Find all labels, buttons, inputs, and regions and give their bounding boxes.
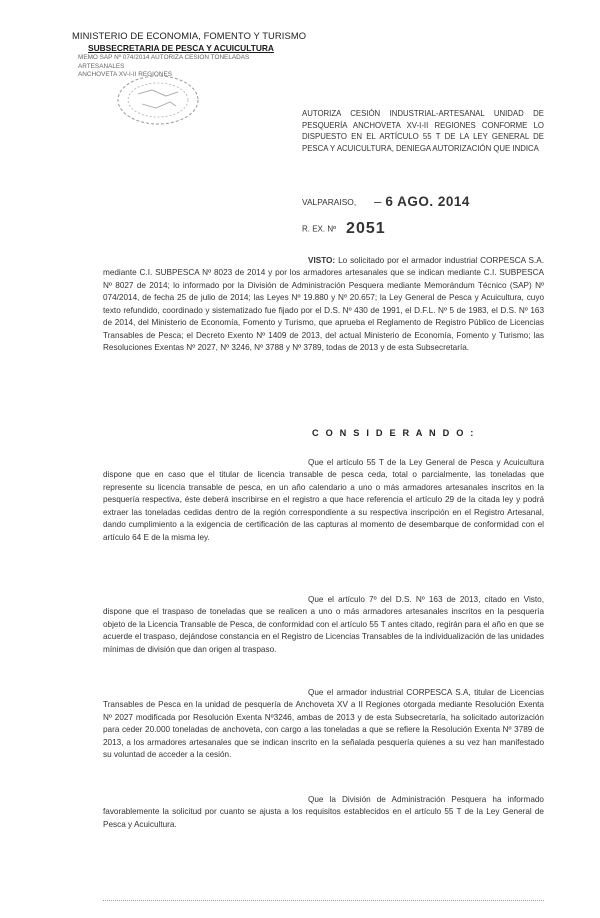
memo-line-2: ANCHOVETA XV-I-II REGIONES [78, 71, 172, 78]
considerando-text-1: Que el artículo 55 T de la Ley General de Pesca y Acuicultura dispone que en caso que el titular de licencia transable de pesca ceda, total o parcialmente, las toneladas que represente su licencia transable de pesca, en un año calendario a uno o más armadores artesanales inscritos en la pesquería respectiva, éste deberá inscribirse en el registro a que hace referencia el artículo 29 de la citada ley y podrá extraer las toneladas cedidas dentro de la región correspondiente a su respectiva inscripción en el Registro Artesanal, dando cumplimiento a la exigencia de certificación de las capturas al momento de desembarque de conformidad con el artículo 64 E de la misma ley. [103, 458, 544, 542]
considerando-text-3: Que el armador industrial CORPESCA S.A, titular de Licencias Transables de Pesca en la unidad de pesquería de Anchoveta XV a II Regiones otorgada mediante Resolución Exenta Nº 2027 modificada por Resolución Exenta Nº3246, ambas de 2013 y de esta Subsecretaría, ha solicitado autorización para ceder 20.000 toneladas de anchoveta, con cargo a las toneladas a que se refiere la Resolución Exenta Nº 3789 de 2013, a los armadores artesanales que se indican inscrito en la señalada pesquería quienes a su vez han manifestado su voluntad de acceder a la cesión. [103, 688, 544, 760]
visto-text: Lo solicitado por el armador industrial CORPESCA S.A. mediante C.I. SUBPESCA Nº 8023 de 2014 y por los armadores artesanales que se indican mediante C.I. SUBPESCA Nº 8027 de 2014; lo informado por la División de Administración Pesquera mediante Memorándum Técnico (SAP) Nº 074/2014, de fecha 25 de julio de 2014; las Leyes Nº 19.880 y Nº 20.657; la Ley General de Pesca y Acuicultura, cuyo texto refundido, coordinado y sistematizado fue fijado por el D.S. Nº 430 de 1991, el D.F.L. Nº 5 de 1983, el D.S. Nº 163 de 2014, del Ministerio de Economía, Fomento y Turismo, que aprueba el Reglamento de Registro Público de Licencias Transables de Pesca; el Decreto Exento Nº 1409 de 2013, del actual Ministerio de Economía, Fomento y Turismo; las Resoluciones Exentas Nº 2027, Nº 3246, Nº 3788 y Nº 3789, todas de 2013 y de esta Subsecretaría. [103, 256, 545, 353]
considerando-heading: C O N S I D E R A N D O : [312, 428, 476, 438]
memo-line-1: MEMO SAP Nº 074/2014 AUTORIZA CESION TONELADAS ARTESANALES [78, 54, 250, 70]
subsecretaria-name: SUBSECRETARIA DE PESCA Y ACUICULTURA [88, 43, 274, 53]
footer-divider [103, 900, 544, 901]
resolution-label: R. EX. Nº [302, 224, 337, 234]
considerando-paragraph-2 [103, 594, 544, 656]
date-value: 6 AGO. 2014 [385, 194, 470, 210]
date-line [302, 193, 542, 211]
resolution-number-line [302, 220, 542, 238]
considerando-text-2: Que el artículo 7º del D.S. Nº 163 de 2013, citado en Visto, dispone que el traspaso de toneladas que se realicen a uno o más armadores artesanales inscritos en la pesquería objeto de la Licencia Transable de Pesca, de conformidad con el artículo 55 T antes citado, regirán para el año en que se acuerde el traspaso, dejándose constancia en el Registro de Licencias Transables de la individualización de las unidades mínimas de división que dan origen al traspaso. [103, 595, 544, 654]
ministry-name: MINISTERIO DE ECONOMIA, FOMENTO Y TURISMO [72, 30, 307, 41]
considerando-paragraph-3 [103, 687, 544, 762]
stamp-seal-icon [112, 72, 204, 128]
date-dash: – [374, 194, 382, 210]
considerando-text-4: Que la División de Administración Pesquera ha informado favorablemente la solicitud por cuanto se ajusta a los requisitos establecidos en el artículo 55 T de la Ley General de Pesca y Acuicultura. [103, 795, 544, 829]
resolution-number: 2051 [346, 220, 386, 237]
considerando-paragraph-4 [103, 794, 544, 831]
visto-lead: VISTO: [308, 256, 336, 265]
date-place: VALPARAISO, [302, 196, 357, 207]
visto-paragraph [103, 255, 544, 355]
resolution-subject: AUTORIZA CESIÓN INDUSTRIAL-ARTESANAL UNIDAD DE PESQUERÍA ANCHOVETA XV-I-II REGIONES CONFORME LO DISPUESTO EN EL ARTÍCULO 55 T DE LA LEY GENERAL DE PESCA Y ACUICULTURA, DENIEGA AUTORIZACIÓN QUE INDICA [302, 109, 544, 153]
considerando-paragraph-1 [103, 457, 544, 544]
